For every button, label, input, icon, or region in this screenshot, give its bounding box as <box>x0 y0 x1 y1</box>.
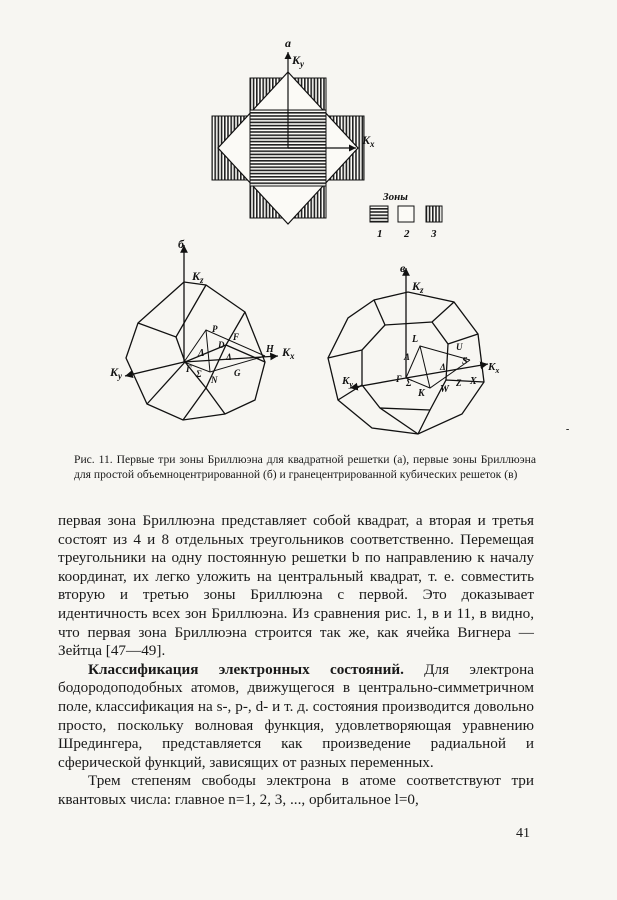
point-K: K <box>418 388 425 399</box>
point-D: D <box>218 340 225 350</box>
ky-label-b: $K_y$ <box>110 365 123 381</box>
point-S: S <box>462 356 468 367</box>
kz-label-c: $K_z$ <box>412 279 424 295</box>
margin-mark: - <box>566 424 570 435</box>
caption-text: Рис. 11. Первые три зоны Бриллюэна для квадратной решетки (а), первые зоны Бриллюэна для простой объемноцентрированной (б) и гранецентрированной кубических решеток (в) <box>74 453 536 481</box>
legend-label-2: 2 <box>404 228 410 240</box>
body-text <box>58 512 534 810</box>
figure-caption <box>74 452 536 482</box>
point-P: P <box>212 324 218 334</box>
point-F: F <box>233 332 240 342</box>
panel-c-label: в <box>400 261 406 275</box>
point-N: N <box>211 375 218 385</box>
legend-swatch-2 <box>398 206 414 222</box>
panel-b-labels <box>109 237 295 385</box>
point-Lambda-c: Λ <box>404 352 411 362</box>
point-Lambda: Λ <box>198 348 205 359</box>
kz-label-b: $K_z$ <box>192 269 204 285</box>
point-H: H <box>266 344 274 355</box>
point-W: W <box>440 384 449 395</box>
paragraph-1: первая зона Бриллюэна представляет собой квадрат, а вторая и третья состоят из 4 и 8 отдельных треугольников соответственно. Перемещая треугольники на одну постоянную решетки b по направлению к началу координат, их легко уложить на центральный квадрат, т. е. совместить вторую и третью зоны Бриллюэна с первой. Это доказывает идентичность всех зон Бриллюэна. Из сравнения рис. 1, в и 11, в видно, что первая зона Бриллюэна строится так же, как ячейка Вигнера — Зейтца [47—49]. <box>58 512 534 660</box>
section-heading: Классификация электронных состояний. <box>88 660 404 678</box>
point-G: G <box>234 368 241 378</box>
panel-b-label: б <box>178 237 184 251</box>
panel-b <box>125 245 278 420</box>
legend-label-3: 3 <box>431 228 437 240</box>
kx-label-a: $K_x$ <box>362 133 375 149</box>
point-Sigma-c: Σ <box>406 378 412 388</box>
point-Gamma-c: Γ <box>396 374 402 384</box>
point-L: L <box>412 334 419 345</box>
legend-title: Зоны <box>383 191 408 203</box>
point-Z: Z <box>456 378 462 388</box>
point-U: U <box>456 342 463 352</box>
kx-label-c: $K_x$ <box>488 361 500 375</box>
ky-label-c: $K_y$ <box>342 375 353 389</box>
panel-a-label: а <box>285 36 291 50</box>
point-Delta: Δ <box>226 352 232 362</box>
panel-c <box>328 268 488 434</box>
point-Gamma: Γ <box>186 364 192 374</box>
legend-label-1: 1 <box>377 228 383 240</box>
page-number: 41 <box>516 826 530 841</box>
point-Delta-c: Δ <box>440 362 446 372</box>
point-X: X <box>470 376 477 387</box>
kx-label-b: $K_x$ <box>282 345 295 361</box>
paragraph-3: Трем степеням свободы электрона в атоме соответствуют три квантовых числа: главное n=1, 2, 3, ..., орбитальное l=0, <box>58 772 534 808</box>
panel-a <box>212 36 442 240</box>
legend-swatch-1 <box>370 206 388 222</box>
point-Sigma: Σ <box>196 369 202 379</box>
legend-swatch-3 <box>426 206 442 222</box>
paragraph-2 <box>58 661 534 773</box>
ky-label-a: $K_y$ <box>292 53 305 69</box>
paragraph-2-text: Для электрона бодородоподобных атомов, движущегося в центрально-симметричном поле, классификация на s-, p-, d- и т. д. состояния производится довольно просто, поскольку волновая функция, удовлетворяющая уравнению Шредингера, представляется как произведение радиальной и сферической функций, зависящих от разных переменных. <box>58 660 534 771</box>
